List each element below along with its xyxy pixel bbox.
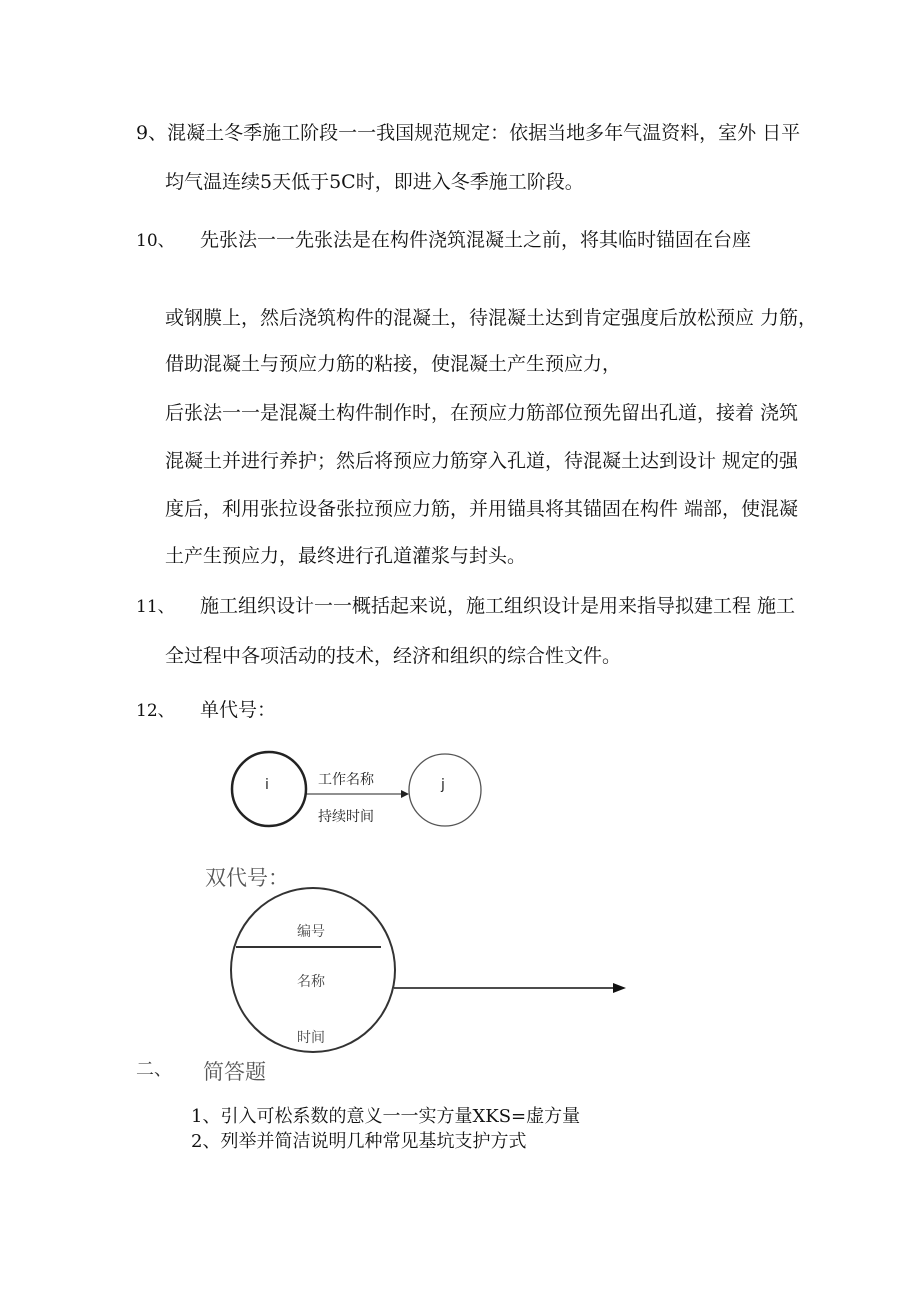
duration-label: 持续时间: [318, 809, 374, 825]
double-arrowhead: [613, 983, 626, 993]
time-label: 时间: [297, 1030, 325, 1046]
item-9-line-2: 均气温连续5天低于5C时，即进入冬季施工阶段。: [165, 171, 584, 193]
item-10-line-3: 借助混凝土与预应力筋的粘接，使混凝土产生预应力，: [165, 353, 622, 375]
section-2-marker: 二、: [136, 1059, 172, 1080]
item-10-line-1: 先张法一一先张法是在构件浇筑混凝土之前，将其临时锚固在台座: [200, 229, 752, 251]
section-2-title: 简答题: [203, 1060, 266, 1084]
item-9-line-1: 9、混凝土冬季施工阶段一一我国规范规定：依据当地多年气温资料，室外 日平: [136, 122, 801, 144]
item-12-label: 单代号：: [200, 699, 277, 721]
item-10-line-2: 或钢膜上，然后浇筑构件的混凝土，待混凝土达到肯定强度后放松预应 力筋，: [165, 307, 818, 329]
node-i-label: i: [265, 777, 269, 793]
item-10-number: 10、: [136, 231, 175, 251]
item-12-number: 12、: [136, 701, 175, 721]
item-11-number: 11、: [136, 597, 175, 617]
item-10-line-4: 后张法一一是混凝土构件制作时，在预应力筋部位预先留出孔道，接着 浇筑: [165, 402, 799, 424]
item-10-line-6: 度后，利用张拉设备张拉预应力筋，并用锚具将其锚固在构件 端部，使混凝: [165, 498, 799, 520]
item-11-line-2: 全过程中各项活动的技术，经济和组织的综合性文件。: [165, 645, 622, 667]
number-label: 编号: [297, 924, 325, 940]
item-10-line-7: 土产生预应力，最终进行孔道灌浆与封头。: [165, 545, 527, 567]
node-j-circle: [409, 754, 481, 826]
question-2: 2、列举并简洁说明几种常见基坑支护方式: [191, 1131, 527, 1152]
node-j-label: j: [441, 777, 445, 793]
work-name-label: 工作名称: [318, 772, 374, 788]
item-11-line-1: 施工组织设计一一概括起来说，施工组织设计是用来指导拟建工程 施工: [200, 595, 796, 617]
single-arrowhead: [401, 790, 409, 798]
double-code-heading: 双代号：: [205, 866, 289, 890]
name-label: 名称: [297, 974, 325, 990]
node-i-circle: [232, 752, 306, 826]
question-1: 1、引入可松系数的意义一一实方量XKS=虚方量: [191, 1106, 581, 1127]
item-10-line-5: 混凝土并进行养护；然后将预应力筋穿入孔道，待混凝土达到设计 规定的强: [165, 450, 799, 472]
